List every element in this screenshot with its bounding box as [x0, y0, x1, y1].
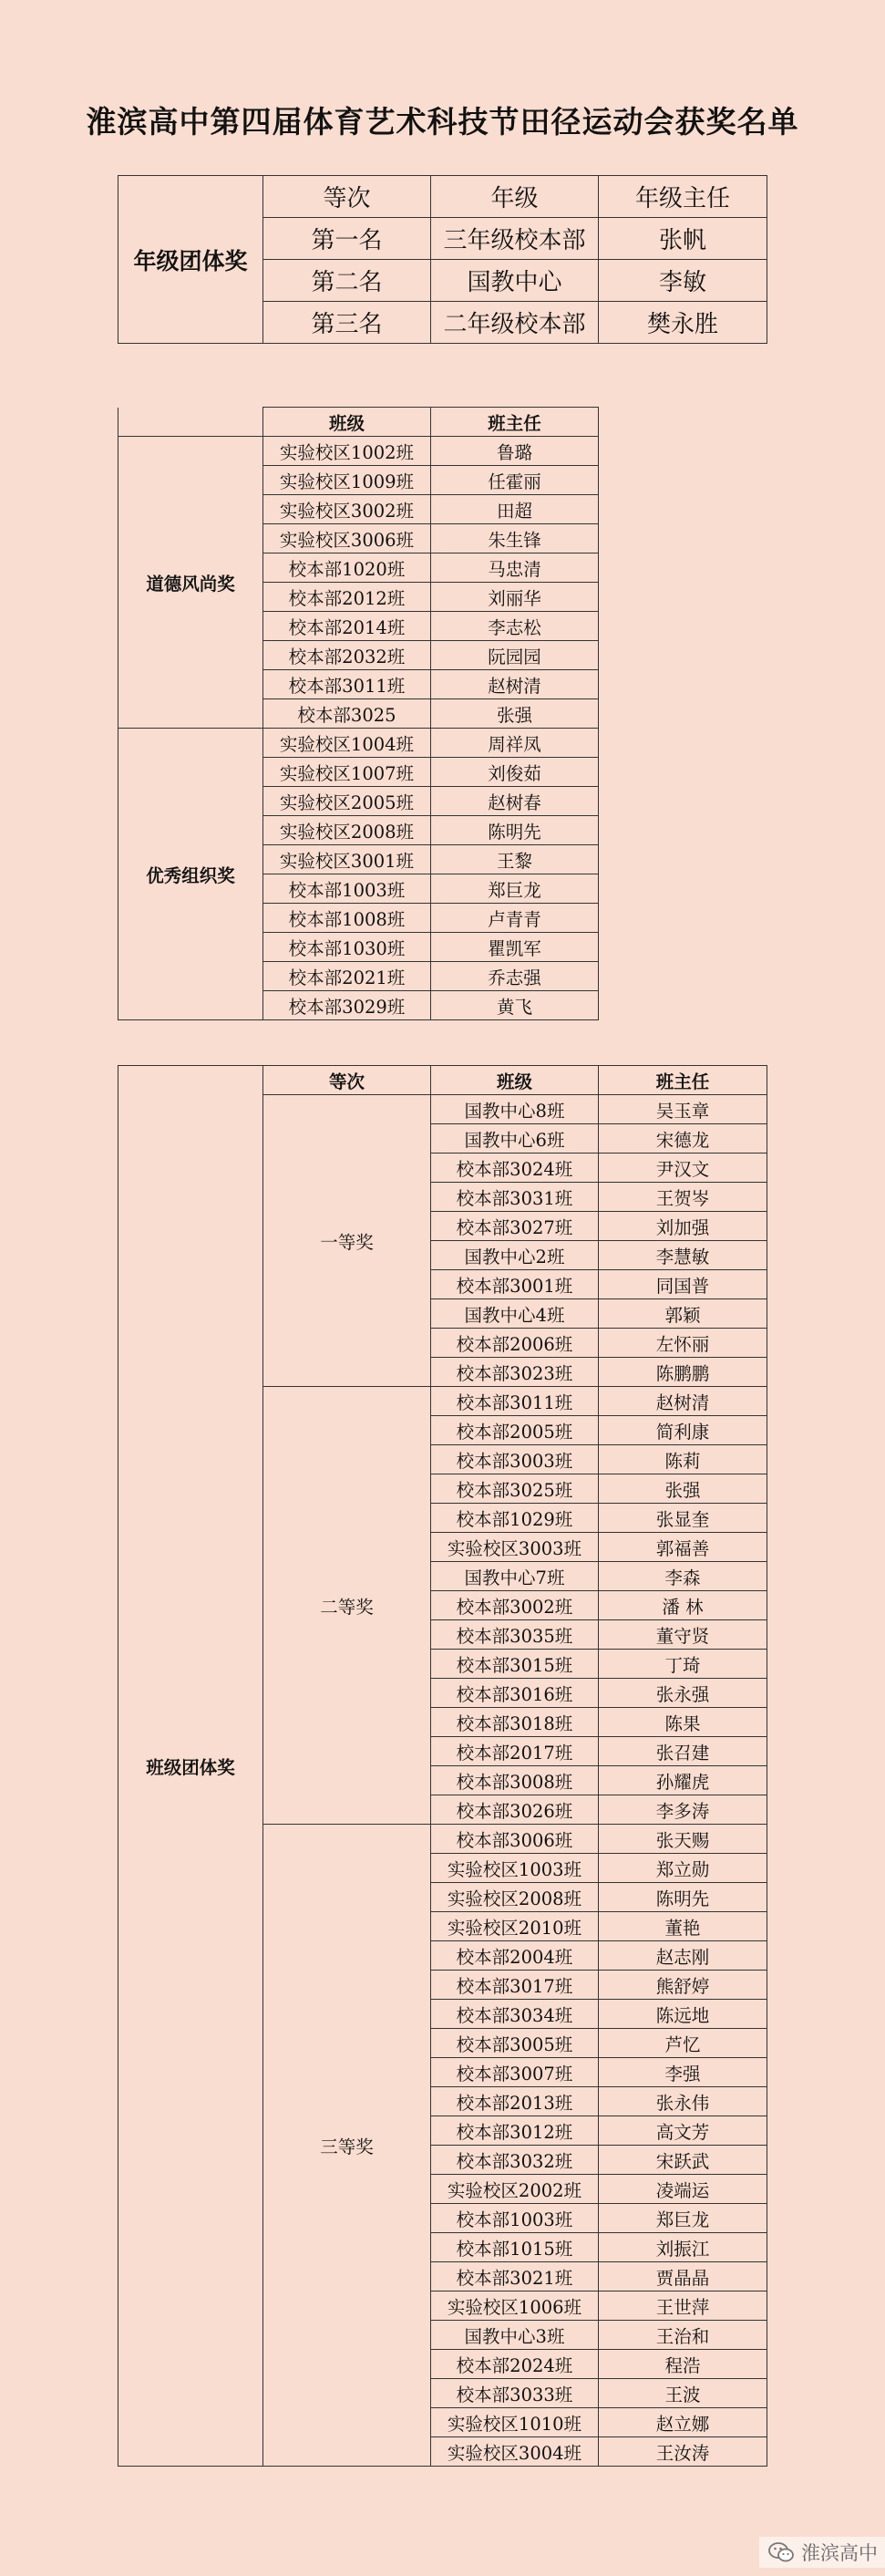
table-cell: 同国普 [599, 1270, 767, 1299]
table-cell: 宋跃武 [599, 2146, 767, 2175]
table-cell: 国教中心 [431, 260, 599, 302]
table-cell: 实验校区2002班 [431, 2175, 599, 2204]
table-cell: 实验校区3006班 [263, 524, 431, 553]
table-cell: 李慧敏 [599, 1241, 767, 1270]
table-cell: 校本部1003班 [263, 874, 431, 904]
table-cell: 张永伟 [599, 2087, 767, 2116]
table-cell: 校本部3007班 [431, 2058, 599, 2087]
table-cell: 郑巨龙 [599, 2204, 767, 2233]
table-cell: 二年级校本部 [431, 302, 599, 344]
table-cell: 孙耀虎 [599, 1766, 767, 1795]
table-cell: 陈果 [599, 1708, 767, 1737]
award-category-label: 年级团体奖 [118, 176, 263, 344]
table-header-row [118, 408, 599, 437]
table-cell: 校本部1030班 [263, 933, 431, 962]
table-cell: 郑巨龙 [431, 874, 599, 904]
table-header-row [118, 1066, 767, 1095]
table-cell: 赵立娜 [599, 2408, 767, 2437]
table-cell: 李志松 [431, 612, 599, 641]
watermark-text: 淮滨高中 [801, 2542, 878, 2564]
table-cell: 简利康 [599, 1416, 767, 1445]
table-row [118, 729, 599, 758]
table-cell: 实验校区1009班 [263, 466, 431, 495]
table-cell: 实验校区2008班 [263, 816, 431, 845]
table-cell: 陈明先 [599, 1883, 767, 1912]
table-cell: 实验校区2010班 [431, 1912, 599, 1941]
table-cell: 阮园园 [431, 641, 599, 670]
table-cell: 校本部2017班 [431, 1737, 599, 1766]
table-cell: 校本部3015班 [431, 1650, 599, 1679]
table-cell: 周祥凤 [431, 729, 599, 758]
table-cell: 陈鹏鹏 [599, 1358, 767, 1387]
table-cell: 校本部3034班 [431, 2000, 599, 2029]
table-cell: 校本部2004班 [431, 1941, 599, 1971]
table-cell: 实验校区2005班 [263, 787, 431, 816]
table-cell: 李多涛 [599, 1795, 767, 1825]
column-header: 班主任 [431, 408, 599, 437]
table-cell: 宋德龙 [599, 1124, 767, 1154]
column-header: 年级 [431, 176, 599, 218]
header-blank-cell [118, 408, 263, 437]
table-cell: 校本部1008班 [263, 904, 431, 933]
grade-team-award-table [118, 175, 767, 344]
table-cell: 熊舒婷 [599, 1971, 767, 2000]
table-cell: 刘振江 [599, 2233, 767, 2262]
table-cell: 刘丽华 [431, 583, 599, 612]
award-category-label: 班级团体奖 [118, 1066, 263, 2467]
award-category-label: 优秀组织奖 [118, 729, 263, 1020]
table-cell: 潘 林 [599, 1591, 767, 1620]
table-cell: 校本部2005班 [431, 1416, 599, 1445]
table-cell: 李森 [599, 1562, 767, 1591]
table-cell: 郭颖 [599, 1299, 767, 1329]
table-cell: 张显奎 [599, 1504, 767, 1533]
table-cell: 第三名 [263, 302, 431, 344]
table-cell: 校本部3025班 [431, 1474, 599, 1504]
table-cell: 郭福善 [599, 1533, 767, 1562]
table-cell: 校本部2014班 [263, 612, 431, 641]
table-cell: 实验校区3004班 [431, 2437, 599, 2467]
table-cell: 任霍丽 [431, 466, 599, 495]
table-cell: 校本部1029班 [431, 1504, 599, 1533]
table-cell: 校本部3023班 [431, 1358, 599, 1387]
table-cell: 王汝涛 [599, 2437, 767, 2467]
table-cell: 校本部3003班 [431, 1445, 599, 1474]
table-cell: 凌端运 [599, 2175, 767, 2204]
table-cell: 校本部3002班 [431, 1591, 599, 1620]
table-cell: 第一名 [263, 218, 431, 260]
table-cell: 校本部3021班 [431, 2262, 599, 2292]
table-cell: 高文芳 [599, 2116, 767, 2146]
table-cell: 实验校区3002班 [263, 495, 431, 524]
table-cell: 张帆 [599, 218, 767, 260]
table-cell: 王世萍 [599, 2292, 767, 2321]
prize-tier-label: 三等奖 [263, 1825, 431, 2467]
column-header: 等次 [263, 1066, 431, 1095]
table-cell: 李强 [599, 2058, 767, 2087]
table-cell: 校本部3006班 [431, 1825, 599, 1854]
table-cell: 国教中心3班 [431, 2321, 599, 2350]
table-cell: 校本部3027班 [431, 1212, 599, 1241]
table-cell: 赵树清 [431, 670, 599, 699]
table-cell: 张天赐 [599, 1825, 767, 1854]
table-cell: 实验校区2008班 [431, 1883, 599, 1912]
table-cell: 校本部3031班 [431, 1183, 599, 1212]
table-row [118, 437, 599, 466]
table-cell: 校本部3016班 [431, 1679, 599, 1708]
table-cell: 董艳 [599, 1912, 767, 1941]
table-cell: 校本部3011班 [263, 670, 431, 699]
table-cell: 左怀丽 [599, 1329, 767, 1358]
table-cell: 尹汉文 [599, 1154, 767, 1183]
prize-tier-label: 二等奖 [263, 1387, 431, 1825]
table-cell: 国教中心4班 [431, 1299, 599, 1329]
table-cell: 校本部2012班 [263, 583, 431, 612]
table-cell: 校本部3012班 [431, 2116, 599, 2146]
table-cell: 校本部1015班 [431, 2233, 599, 2262]
table-cell: 实验校区1006班 [431, 2292, 599, 2321]
table-cell: 乔志强 [431, 962, 599, 991]
table-cell: 实验校区1004班 [263, 729, 431, 758]
table-cell: 第二名 [263, 260, 431, 302]
table-cell: 实验校区1007班 [263, 758, 431, 787]
table-cell: 吴玉章 [599, 1095, 767, 1124]
table-cell: 校本部1020班 [263, 553, 431, 583]
column-header: 年级主任 [599, 176, 767, 218]
table-cell: 朱生锋 [431, 524, 599, 553]
table-cell: 瞿凯军 [431, 933, 599, 962]
table-cell: 张召建 [599, 1737, 767, 1766]
table-cell: 校本部3033班 [431, 2379, 599, 2408]
table-cell: 芦忆 [599, 2029, 767, 2058]
table-cell: 校本部3035班 [431, 1620, 599, 1650]
table-cell: 黄飞 [431, 991, 599, 1020]
table-cell: 校本部1003班 [431, 2204, 599, 2233]
wechat-icon [768, 2541, 794, 2563]
table-cell: 校本部3032班 [431, 2146, 599, 2175]
table-cell: 校本部3029班 [263, 991, 431, 1020]
table-cell: 实验校区1002班 [263, 437, 431, 466]
page-title: 淮滨高中第四届体育艺术科技节田径运动会获奖名单 [86, 104, 799, 140]
award-category-label: 道德风尚奖 [118, 437, 263, 729]
table-cell: 国教中心7班 [431, 1562, 599, 1591]
watermark [759, 2537, 885, 2568]
table-cell: 郑立勋 [599, 1854, 767, 1883]
table-cell: 校本部2024班 [431, 2350, 599, 2379]
table-cell: 卢青青 [431, 904, 599, 933]
table-cell: 实验校区1010班 [431, 2408, 599, 2437]
table-cell: 实验校区1003班 [431, 1854, 599, 1883]
table-cell: 校本部3001班 [431, 1270, 599, 1299]
class-team-award-table [118, 1065, 767, 2467]
table-cell: 董守贤 [599, 1620, 767, 1650]
table-cell: 校本部2021班 [263, 962, 431, 991]
table-cell: 校本部3017班 [431, 1971, 599, 2000]
table-cell: 王贺岑 [599, 1183, 767, 1212]
table-cell: 张永强 [599, 1679, 767, 1708]
table-cell: 陈远地 [599, 2000, 767, 2029]
table-cell: 校本部3005班 [431, 2029, 599, 2058]
table-cell: 刘加强 [599, 1212, 767, 1241]
table-cell: 陈莉 [599, 1445, 767, 1474]
table-header-row [118, 176, 767, 218]
table-cell: 张强 [599, 1474, 767, 1504]
table-cell: 赵树春 [431, 787, 599, 816]
table-cell: 贾晶晶 [599, 2262, 767, 2292]
table-cell: 校本部3024班 [431, 1154, 599, 1183]
table-cell: 校本部3008班 [431, 1766, 599, 1795]
prize-tier-label: 一等奖 [263, 1095, 431, 1387]
column-header: 班级 [263, 408, 431, 437]
table-cell: 王黎 [431, 845, 599, 874]
table-cell: 校本部3018班 [431, 1708, 599, 1737]
column-header: 班级 [431, 1066, 599, 1095]
table-cell: 王治和 [599, 2321, 767, 2350]
table-cell: 校本部2006班 [431, 1329, 599, 1358]
column-header: 等次 [263, 176, 431, 218]
table-cell: 田超 [431, 495, 599, 524]
table-cell: 实验校区3003班 [431, 1533, 599, 1562]
table-cell: 马忠清 [431, 553, 599, 583]
column-header: 班主任 [599, 1066, 767, 1095]
table-cell: 三年级校本部 [431, 218, 599, 260]
class-awards-table [118, 407, 599, 1020]
table-cell: 刘俊茹 [431, 758, 599, 787]
table-cell: 李敏 [599, 260, 767, 302]
table-cell: 校本部2013班 [431, 2087, 599, 2116]
table-cell: 丁琦 [599, 1650, 767, 1679]
table-cell: 张强 [431, 699, 599, 729]
table-cell: 校本部3025 [263, 699, 431, 729]
table-cell: 校本部3026班 [431, 1795, 599, 1825]
table-cell: 国教中心2班 [431, 1241, 599, 1270]
table-cell: 实验校区3001班 [263, 845, 431, 874]
table-cell: 鲁璐 [431, 437, 599, 466]
table-cell: 赵志刚 [599, 1941, 767, 1971]
table-cell: 赵树清 [599, 1387, 767, 1416]
table-cell: 国教中心6班 [431, 1124, 599, 1154]
table-cell: 校本部3011班 [431, 1387, 599, 1416]
table-cell: 王波 [599, 2379, 767, 2408]
table-cell: 国教中心8班 [431, 1095, 599, 1124]
table-cell: 樊永胜 [599, 302, 767, 344]
table-cell: 程浩 [599, 2350, 767, 2379]
table-cell: 校本部2032班 [263, 641, 431, 670]
table-cell: 陈明先 [431, 816, 599, 845]
